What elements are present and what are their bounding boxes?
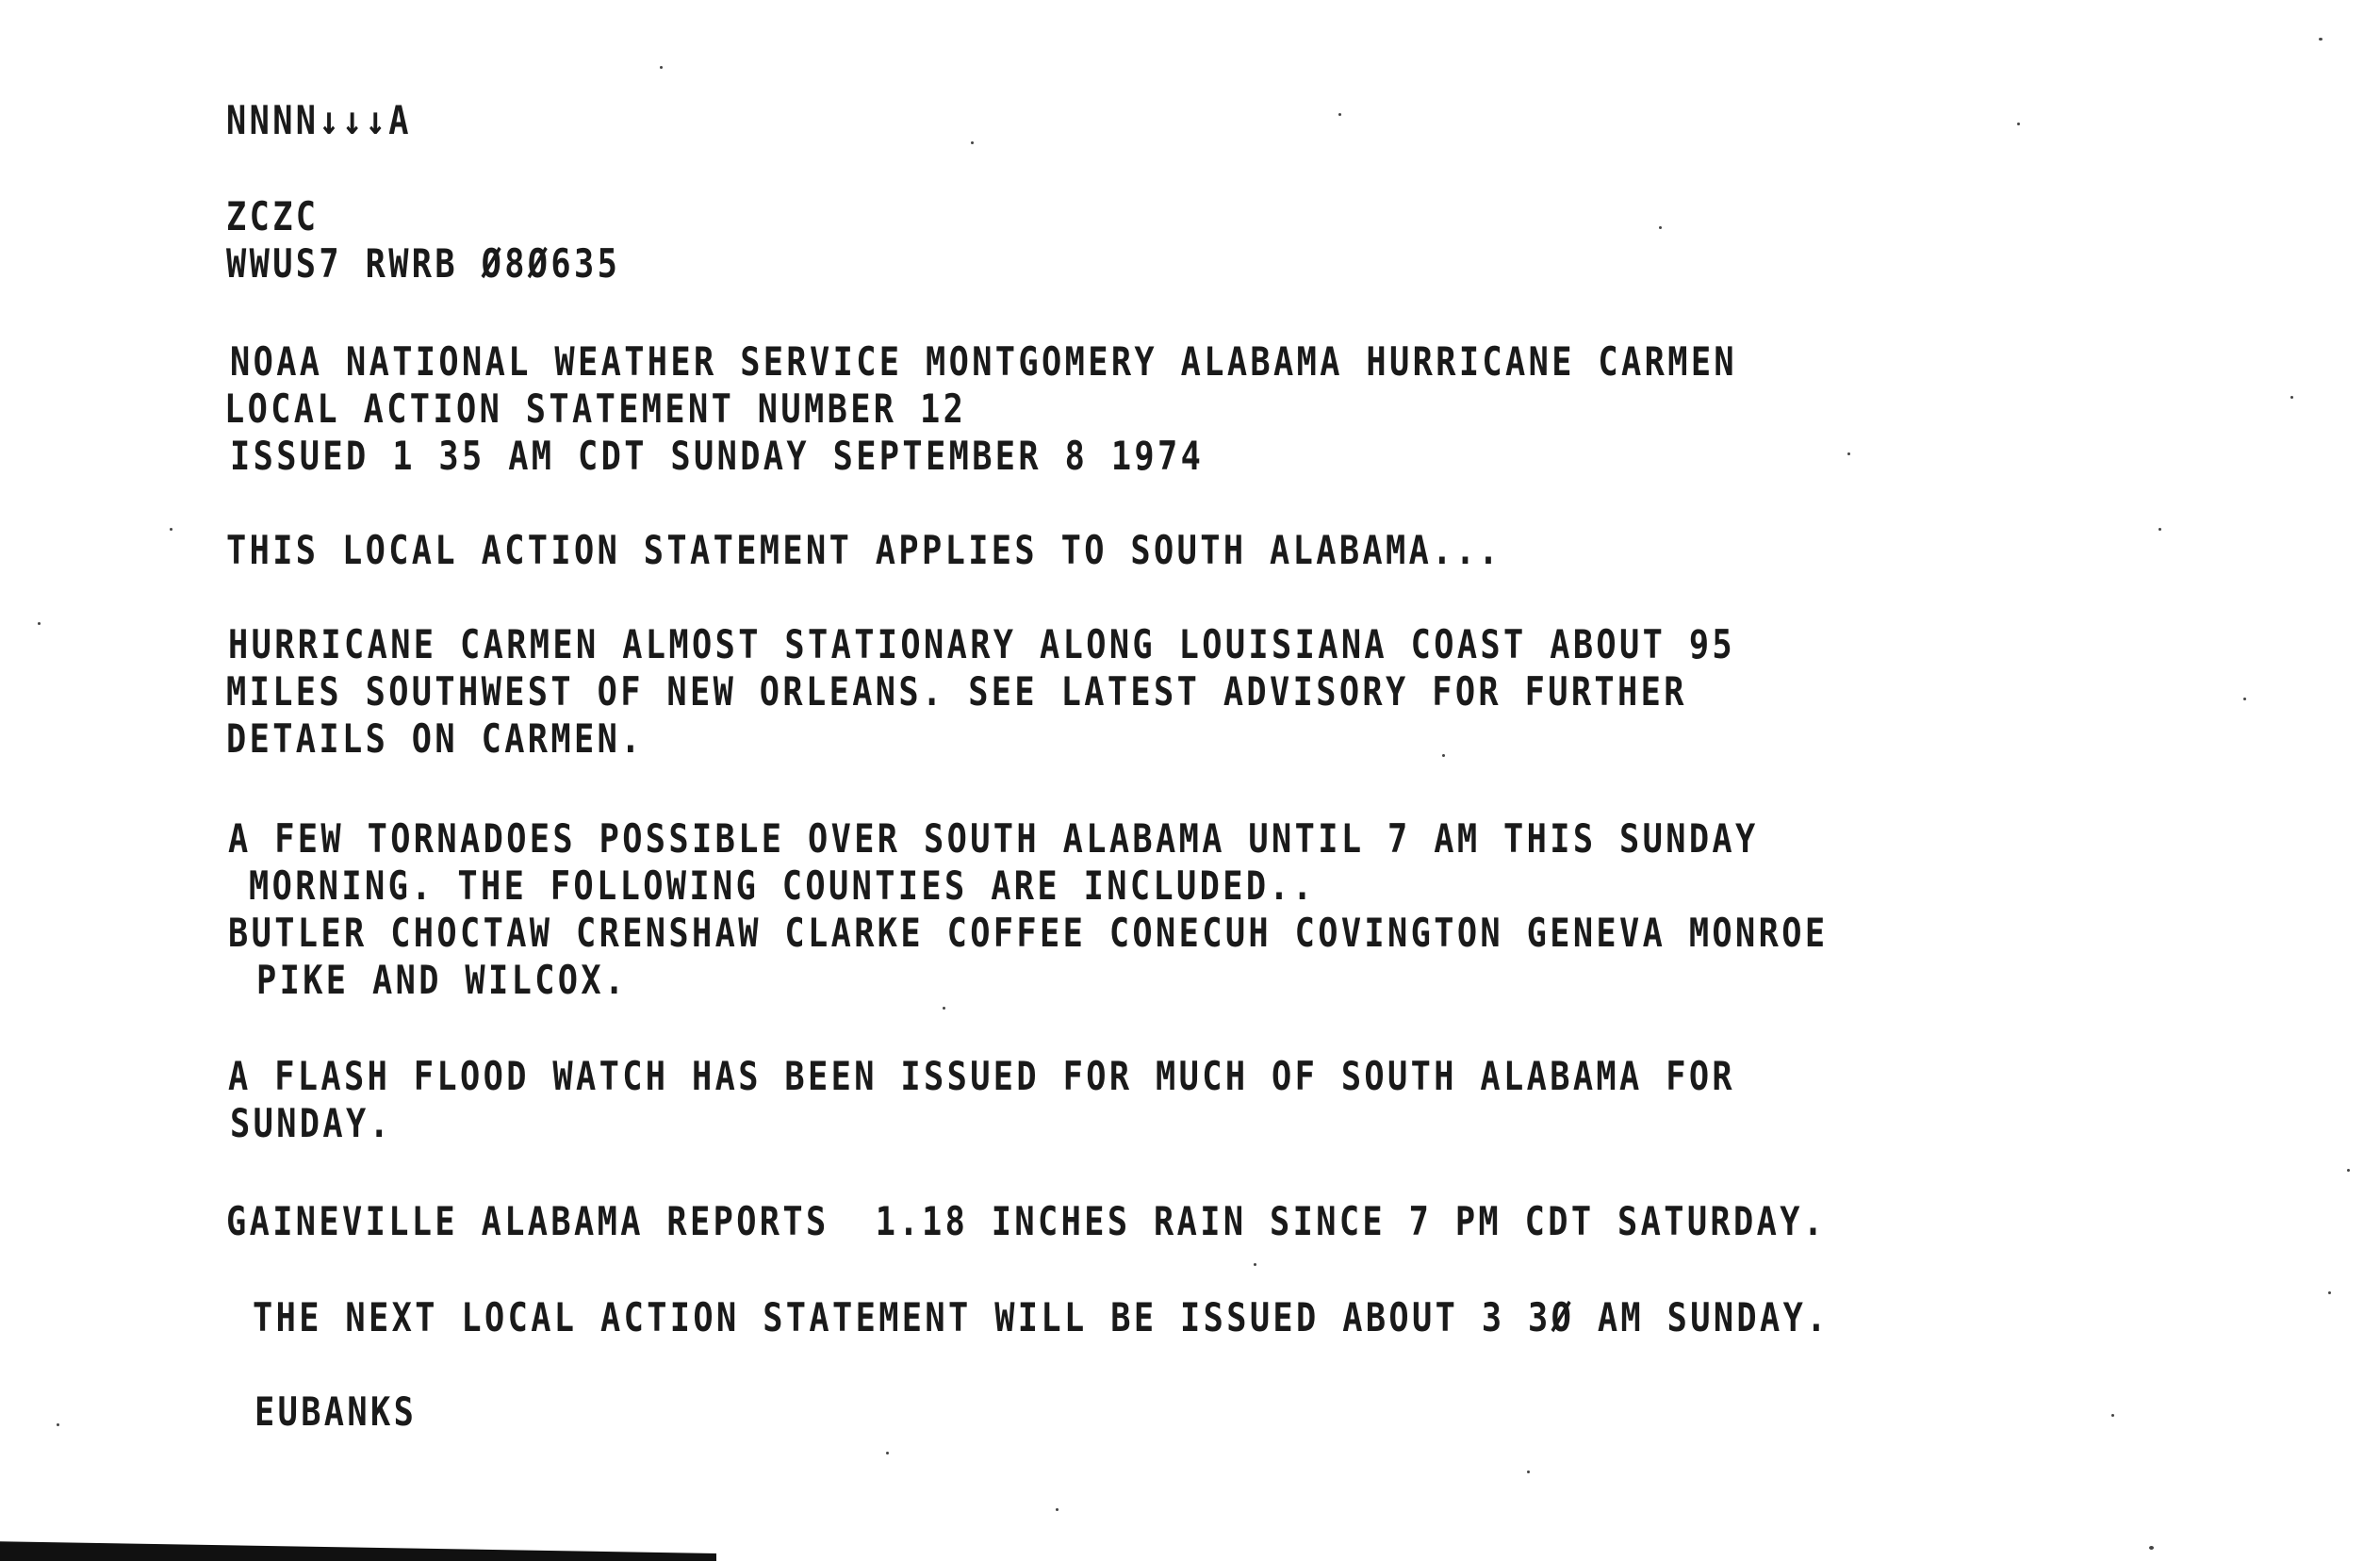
scan-speck [2319, 38, 2323, 41]
scan-speck [971, 141, 974, 144]
scan-speck [1442, 754, 1445, 757]
tornado-line-2: MORNING. THE FOLLOWING COUNTIES ARE INCLUDED.. [249, 863, 1316, 909]
scan-speck [660, 66, 663, 69]
scan-speck [1056, 1508, 1059, 1511]
applies-to-line: THIS LOCAL ACTION STATEMENT APPLIES TO SOUTH ALABAMA... [226, 527, 1502, 573]
scan-speck [2347, 1169, 2350, 1172]
scan-speck [1527, 1471, 1530, 1473]
scan-speck [170, 528, 172, 531]
scan-speck [1338, 113, 1341, 116]
scan-speck [1659, 226, 1662, 229]
scan-speck [57, 1423, 59, 1426]
scan-speck [2328, 1291, 2331, 1294]
scan-speck [2017, 123, 2020, 125]
start-code: ZCZC [226, 193, 320, 239]
title-line-2: LOCAL ACTION STATEMENT NUMBER 12 [224, 386, 967, 432]
hurricane-line-1: HURRICANE CARMEN ALMOST STATIONARY ALONG LOUISIANA COAST ABOUT 95 [228, 621, 1736, 667]
scan-speck [2243, 698, 2246, 700]
scan-bottom-edge [0, 1539, 716, 1561]
signature: EUBANKS [254, 1388, 418, 1435]
scan-speck [886, 1452, 889, 1454]
hurricane-line-2: MILES SOUTHWEST OF NEW ORLEANS. SEE LATEST ADVISORY FOR FURTHER [226, 668, 1687, 715]
flood-line-1: A FLASH FLOOD WATCH HAS BEEN ISSUED FOR MUCH OF SOUTH ALABAMA FOR [228, 1053, 1736, 1099]
scan-speck [2111, 1414, 2114, 1417]
rain-report-line: GAINEVILLE ALABAMA REPORTS 1.18 INCHES RAIN SINCE 7 PM CDT SATURDAY. [226, 1198, 1827, 1244]
scan-speck [943, 1007, 945, 1010]
scan-speck [1254, 1263, 1256, 1266]
header-code: NNNN↓↓↓A [226, 97, 412, 143]
title-line-3: ISSUED 1 35 AM CDT SUNDAY SEPTEMBER 8 1974 [230, 433, 1205, 479]
scan-speck [2290, 396, 2293, 399]
scan-speck [38, 622, 41, 625]
next-statement-line: THE NEXT LOCAL ACTION STATEMENT WILL BE ISSUED ABOUT 3 3Ø AM SUNDAY. [253, 1294, 1830, 1340]
scan-speck [1847, 452, 1850, 455]
flood-line-2: SUNDAY. [230, 1100, 393, 1146]
routing-line: WWUS7 RWRB Ø8Ø635 [226, 240, 621, 287]
title-line-1: NOAA NATIONAL WEATHER SERVICE MONTGOMERY ALABAMA HURRICANE CARMEN [230, 338, 1738, 385]
tornado-counties-line-1: BUTLER CHOCTAW CRENSHAW CLARKE COFFEE CONECUH COVINGTON GENEVA MONROE [228, 910, 1829, 956]
scan-speck [2149, 1546, 2154, 1550]
tornado-line-1: A FEW TORNADOES POSSIBLE OVER SOUTH ALABAMA UNTIL 7 AM THIS SUNDAY [228, 815, 1759, 862]
hurricane-line-3: DETAILS ON CARMEN. [226, 715, 644, 762]
scan-speck [2158, 528, 2161, 531]
tornado-counties-line-2: PIKE AND WILCOX. [256, 957, 628, 1003]
